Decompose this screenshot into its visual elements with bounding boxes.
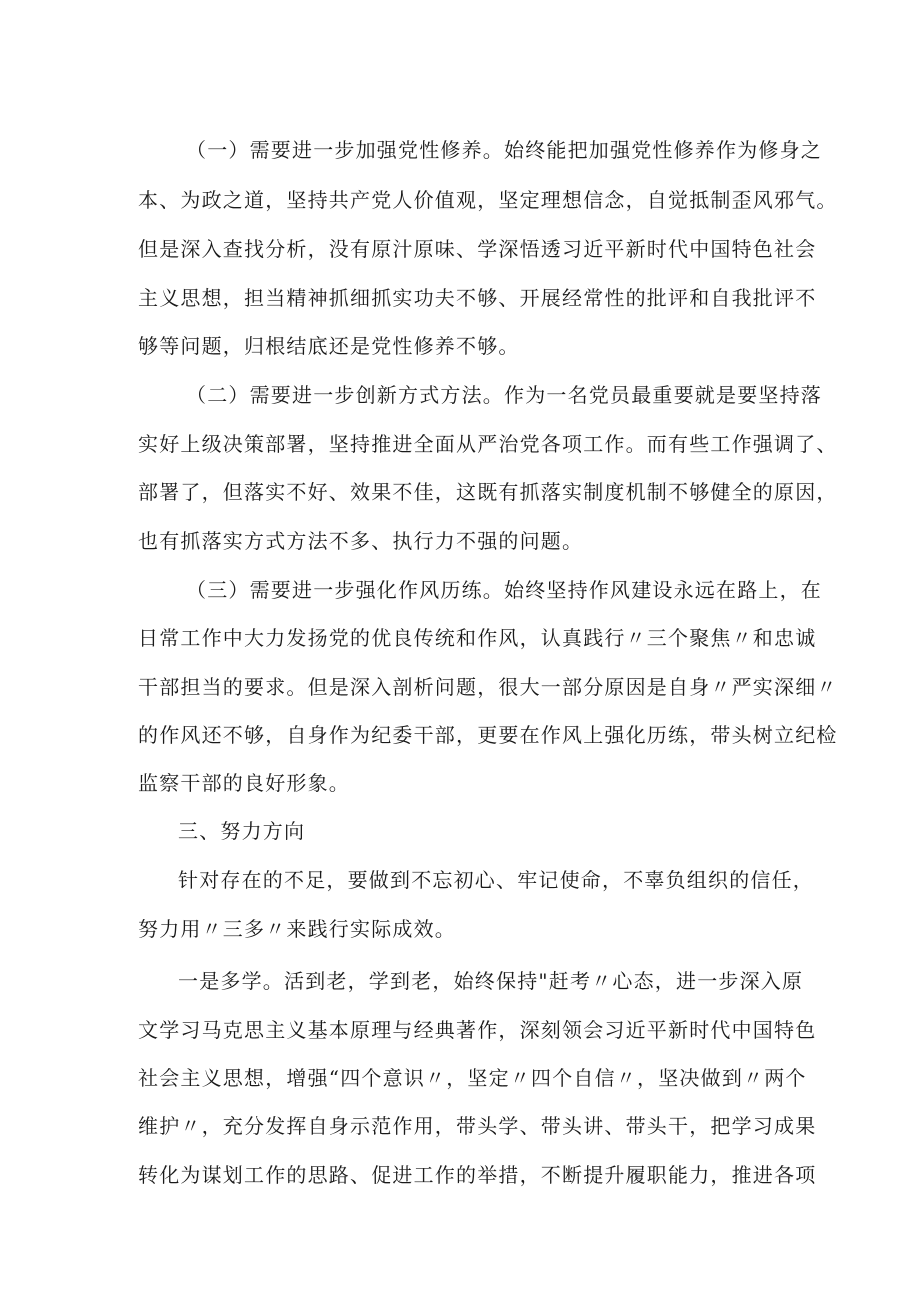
paragraph-5-line-5: 转化为谋划工作的思路、促进工作的举措，不断提升履职能力，推进各项 <box>138 1163 817 1187</box>
paragraph-5-line-4: 维护〃，充分发挥自身示范作用，带头学、带头讲、带头干，把学习成果 <box>138 1114 817 1138</box>
paragraph-3-line-4: 的作风还不够，自身作为纪委干部，更要在作风上强化历练，带头树立纪检 <box>138 723 838 747</box>
paragraph-1-line-4: 主义思想，担当精神抓细抓实功夫不够、开展经常性的批评和自我批评不 <box>138 286 817 310</box>
paragraph-3-line-3: 干部担当的要求。但是深入剖析问题，很大一部分原因是自身〃严实深细〃 <box>138 675 838 699</box>
paragraph-2-line-3: 部署了，但落实不好、效果不佳，这既有抓落实制度机制不够健全的原因， <box>138 480 838 504</box>
paragraph-3-line-5: 监察干部的良好形象。 <box>138 771 350 795</box>
paragraph-4-line-2: 努力用〃三多〃来践行实际成效。 <box>138 917 456 941</box>
paragraph-1-line-1: （一）需要进一步加强党性修养。始终能把加强党性修养作为修身之 <box>186 138 822 162</box>
paragraph-5-line-1: 一是多学。活到老，学到老，始终保持"赶考〃心态，进一步深入原 <box>178 969 804 993</box>
section-heading: 三、努力方向 <box>178 819 306 843</box>
paragraph-3-line-1: （三）需要进一步强化作风历练。始终坚持作风建设永远在路上，在 <box>186 578 822 602</box>
paragraph-3-line-2: 日常工作中大力发扬党的优良传统和作风，认真践行〃三个聚焦〃和忠诚 <box>138 626 817 650</box>
paragraph-2-line-1: （二）需要进一步创新方式方法。作为一名党员最重要就是要坚持落 <box>186 383 822 407</box>
paragraph-2-line-4: 也有抓落实方式方法不多、执行力不强的问题。 <box>138 529 584 553</box>
paragraph-4-line-1: 针对存在的不足，要做到不忘初心、牢记使命，不辜负组织的信任， <box>178 868 814 892</box>
paragraph-5-line-2: 文学习马克思主义基本原理与经典著作，深刻领会习近平新时代中国特色 <box>138 1018 817 1042</box>
paragraph-2-line-2: 实好上级决策部署，坚持推进全面从严治党各项工作。而有些工作强调了、 <box>138 432 838 456</box>
paragraph-5-line-3: 社会主义思想，增强“四个意识〃，坚定〃四个自信〃，坚决做到〃两个 <box>138 1066 807 1090</box>
paragraph-1-line-3: 但是深入查找分析，没有原汁原味、学深悟透习近平新时代中国特色社会 <box>138 237 817 261</box>
paragraph-1-line-5: 够等问题，归根结底还是党性修养不够。 <box>138 334 520 358</box>
paragraph-1-line-2: 本、为政之道，坚持共产党人价值观，坚定理想信念，自觉抵制歪风邪气。 <box>138 188 838 212</box>
